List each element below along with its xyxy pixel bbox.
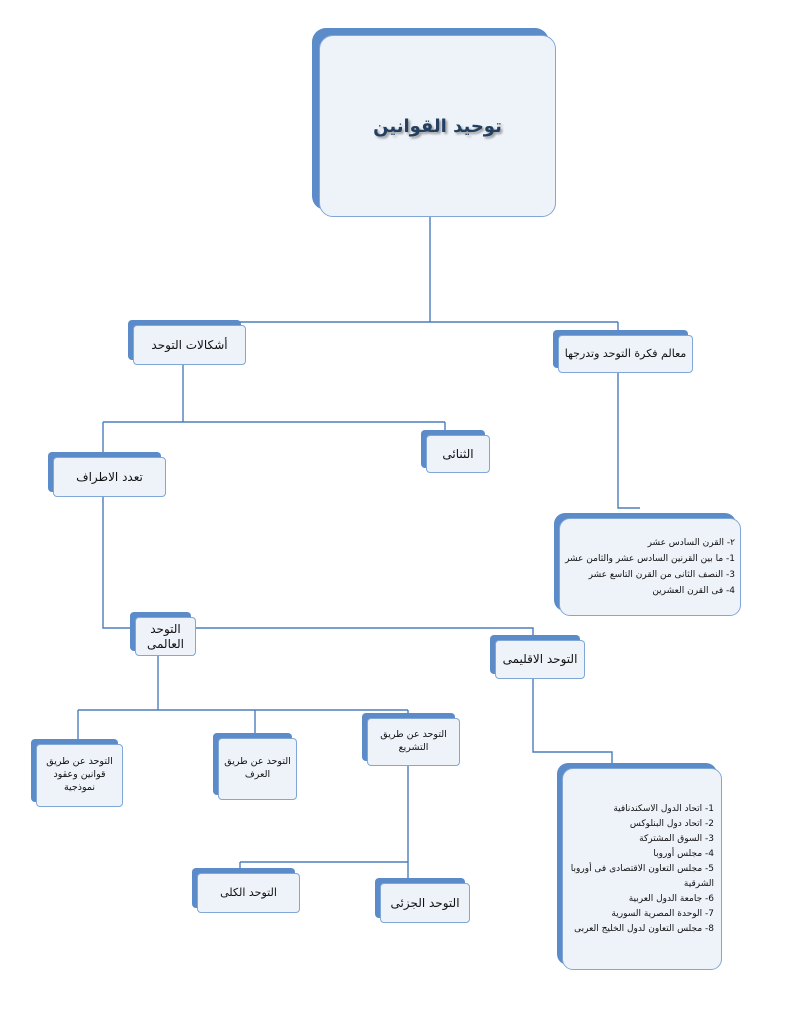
node-label: التوحد الاقليمى [502, 652, 578, 666]
list-item: 6- جامعة الدول العربية [628, 893, 714, 904]
list-item: 4- مجلس أوروبا [653, 848, 714, 859]
list-item: 8- مجلس التعاون لدول الخليج العربى [574, 923, 714, 934]
node-legislation [367, 718, 460, 766]
node-label: تعدد الاطراف [76, 469, 143, 484]
node-regional-examples [562, 768, 722, 970]
node-label: معالم فكرة التوحد وتدرجها [564, 347, 687, 361]
node-label-line: نموذجية [63, 781, 96, 793]
node-label: أشكالات التوحد [151, 337, 228, 352]
node-label-line: العرف [244, 769, 271, 780]
list-item: 1- ما بين القرنين السادس عشر والثامن عشر [565, 554, 735, 564]
list-item: 3- السوق المشتركة [639, 833, 714, 844]
list-item: 4- فى القرن العشرين [652, 586, 735, 596]
node-features [558, 335, 693, 373]
node-multilateral [53, 457, 166, 497]
title-box [319, 35, 556, 217]
node-label-line: التوحد عن طريق [380, 729, 447, 741]
node-label: الثنائى [442, 446, 474, 461]
node-label-line: العالمى [146, 636, 185, 651]
node-label-line: التوحد [150, 621, 181, 636]
list-item: 2- اتحاد دول البنلوكس [629, 818, 714, 829]
connector-features-to-stages [618, 373, 640, 508]
node-bilateral [426, 435, 490, 473]
list-item: 1- اتحاد الدول الاسكندنافية [613, 803, 714, 814]
node-label-line: التشريع [398, 742, 429, 753]
node-regional [495, 640, 585, 679]
diagram-title: توحيد القوانين [373, 115, 502, 137]
node-global [135, 617, 196, 656]
node-total [197, 873, 300, 913]
node-partial [380, 883, 470, 923]
list-item: 3- النصف الثانى من القرن التاسع عشر [588, 570, 735, 580]
connector-regional-to-examples [533, 679, 612, 768]
node-label-line: قوانين وعقود [53, 769, 106, 781]
list-item: 7- الوحدة المصرية السورية [611, 908, 714, 919]
node-label: التوحد الكلى [220, 886, 277, 900]
list-item: 5- مجلس التعاون الاقتصادى فى أوروبا الشرقية [570, 863, 714, 889]
node-model-laws [36, 744, 123, 807]
node-label: التوحد الجزئى [390, 895, 460, 910]
node-label-line: التوحد عن طريق [224, 756, 291, 768]
node-custom [218, 738, 297, 800]
node-label-line: التوحد عن طريق [46, 756, 113, 768]
list-item: ٢- القرن السادس عشر [647, 538, 735, 548]
node-historical-stages [559, 518, 741, 616]
node-forms [133, 325, 246, 365]
